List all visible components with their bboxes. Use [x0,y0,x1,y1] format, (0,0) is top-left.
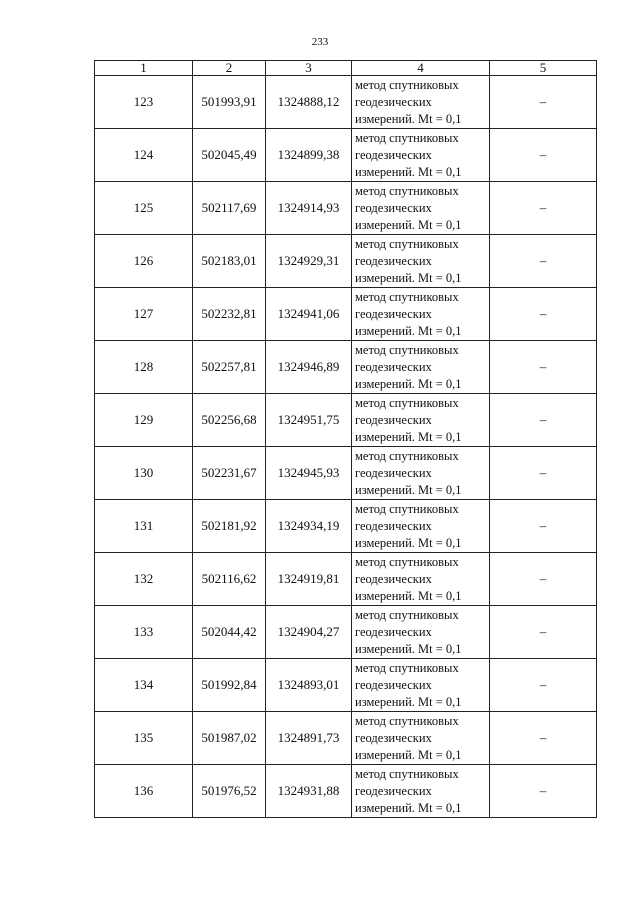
x-coordinate-cell: 502181,92 [193,500,266,553]
method-line: метод спутниковых [355,236,459,251]
method-line: метод спутниковых [355,660,459,675]
method-line: геодезических [355,783,432,798]
method-line: метод спутниковых [355,289,459,304]
method-line: метод спутниковых [355,713,459,728]
note-cell: – [490,394,597,447]
method-line: геодезических [355,518,432,533]
method-cell [352,765,490,818]
note-cell: – [490,659,597,712]
method-cell [352,76,490,129]
page-number: 233 [311,36,329,48]
method-cell [352,288,490,341]
coordinates-table [94,60,597,818]
x-coordinate-cell: 501987,02 [193,712,266,765]
point-number-cell: 129 [95,394,193,447]
point-number-cell: 134 [95,659,193,712]
method-line: измерений. Mt = 0,1 [355,217,462,232]
y-coordinate-cell: 1324929,31 [266,235,352,288]
method-cell [352,235,490,288]
point-number-cell: 126 [95,235,193,288]
x-coordinate-cell: 502256,68 [193,394,266,447]
table-row [95,394,597,447]
y-coordinate-cell: 1324888,12 [266,76,352,129]
note-cell: – [490,606,597,659]
method-line: геодезических [355,147,432,162]
method-line: метод спутниковых [355,130,459,145]
column-header-4: 4 [352,61,490,76]
y-coordinate-cell: 1324946,89 [266,341,352,394]
point-number-cell: 132 [95,553,193,606]
method-line: геодезических [355,306,432,321]
note-cell: – [490,341,597,394]
note-cell: – [490,553,597,606]
note-cell: – [490,76,597,129]
method-cell [352,553,490,606]
table-row [95,659,597,712]
x-coordinate-cell: 502116,62 [193,553,266,606]
method-line: геодезических [355,253,432,268]
note-cell: – [490,288,597,341]
table-row [95,712,597,765]
method-line: геодезических [355,359,432,374]
column-header-5: 5 [490,61,597,76]
method-line: метод спутниковых [355,77,459,92]
y-coordinate-cell: 1324919,81 [266,553,352,606]
table-row [95,76,597,129]
x-coordinate-cell: 502257,81 [193,341,266,394]
y-coordinate-cell: 1324945,93 [266,447,352,500]
table-row [95,288,597,341]
y-coordinate-cell: 1324899,38 [266,129,352,182]
note-cell: – [490,235,597,288]
method-line: геодезических [355,730,432,745]
point-number-cell: 128 [95,341,193,394]
note-cell: – [490,447,597,500]
method-line: геодезических [355,200,432,215]
point-number-cell: 124 [95,129,193,182]
table-body [95,76,597,818]
method-line: геодезических [355,677,432,692]
method-cell [352,712,490,765]
method-line: геодезических [355,624,432,639]
table-row [95,129,597,182]
method-line: измерений. Mt = 0,1 [355,588,462,603]
method-cell [352,182,490,235]
method-line: метод спутниковых [355,501,459,516]
y-coordinate-cell: 1324904,27 [266,606,352,659]
method-line: геодезических [355,571,432,586]
x-coordinate-cell: 501992,84 [193,659,266,712]
method-line: измерений. Mt = 0,1 [355,429,462,444]
table-row [95,235,597,288]
method-line: метод спутниковых [355,766,459,781]
table-row [95,500,597,553]
table-row [95,606,597,659]
point-number-cell: 131 [95,500,193,553]
table-header-row [95,61,597,76]
y-coordinate-cell: 1324941,06 [266,288,352,341]
x-coordinate-cell: 501993,91 [193,76,266,129]
note-cell: – [490,500,597,553]
y-coordinate-cell: 1324934,19 [266,500,352,553]
method-line: метод спутниковых [355,448,459,463]
x-coordinate-cell: 502117,69 [193,182,266,235]
method-line: метод спутниковых [355,183,459,198]
method-cell [352,341,490,394]
point-number-cell: 123 [95,76,193,129]
method-line: геодезических [355,412,432,427]
column-header-1: 1 [95,61,193,76]
x-coordinate-cell: 502044,42 [193,606,266,659]
method-line: измерений. Mt = 0,1 [355,111,462,126]
method-line: метод спутниковых [355,342,459,357]
table-row [95,182,597,235]
method-cell [352,659,490,712]
method-cell [352,606,490,659]
method-line: геодезических [355,465,432,480]
x-coordinate-cell: 501976,52 [193,765,266,818]
column-header-2: 2 [193,61,266,76]
note-cell: – [490,712,597,765]
y-coordinate-cell: 1324891,73 [266,712,352,765]
point-number-cell: 130 [95,447,193,500]
method-line: измерений. Mt = 0,1 [355,747,462,762]
method-line: измерений. Mt = 0,1 [355,270,462,285]
method-cell [352,447,490,500]
method-line: измерений. Mt = 0,1 [355,482,462,497]
point-number-cell: 127 [95,288,193,341]
method-cell [352,394,490,447]
note-cell: – [490,129,597,182]
note-cell: – [490,765,597,818]
point-number-cell: 135 [95,712,193,765]
table-row [95,447,597,500]
x-coordinate-cell: 502183,01 [193,235,266,288]
table-row [95,553,597,606]
y-coordinate-cell: 1324893,01 [266,659,352,712]
x-coordinate-cell: 502045,49 [193,129,266,182]
method-line: измерений. Mt = 0,1 [355,800,462,815]
point-number-cell: 125 [95,182,193,235]
method-line: измерений. Mt = 0,1 [355,376,462,391]
point-number-cell: 136 [95,765,193,818]
method-line: измерений. Mt = 0,1 [355,535,462,550]
table-row [95,765,597,818]
column-header-3: 3 [266,61,352,76]
y-coordinate-cell: 1324931,88 [266,765,352,818]
method-line: измерений. Mt = 0,1 [355,694,462,709]
method-cell [352,500,490,553]
table-row [95,341,597,394]
method-line: измерений. Mt = 0,1 [355,164,462,179]
x-coordinate-cell: 502231,67 [193,447,266,500]
y-coordinate-cell: 1324914,93 [266,182,352,235]
method-line: метод спутниковых [355,395,459,410]
method-line: измерений. Mt = 0,1 [355,641,462,656]
x-coordinate-cell: 502232,81 [193,288,266,341]
method-line: измерений. Mt = 0,1 [355,323,462,338]
method-cell [352,129,490,182]
y-coordinate-cell: 1324951,75 [266,394,352,447]
method-line: метод спутниковых [355,607,459,622]
method-line: метод спутниковых [355,554,459,569]
point-number-cell: 133 [95,606,193,659]
method-line: геодезических [355,94,432,109]
note-cell: – [490,182,597,235]
